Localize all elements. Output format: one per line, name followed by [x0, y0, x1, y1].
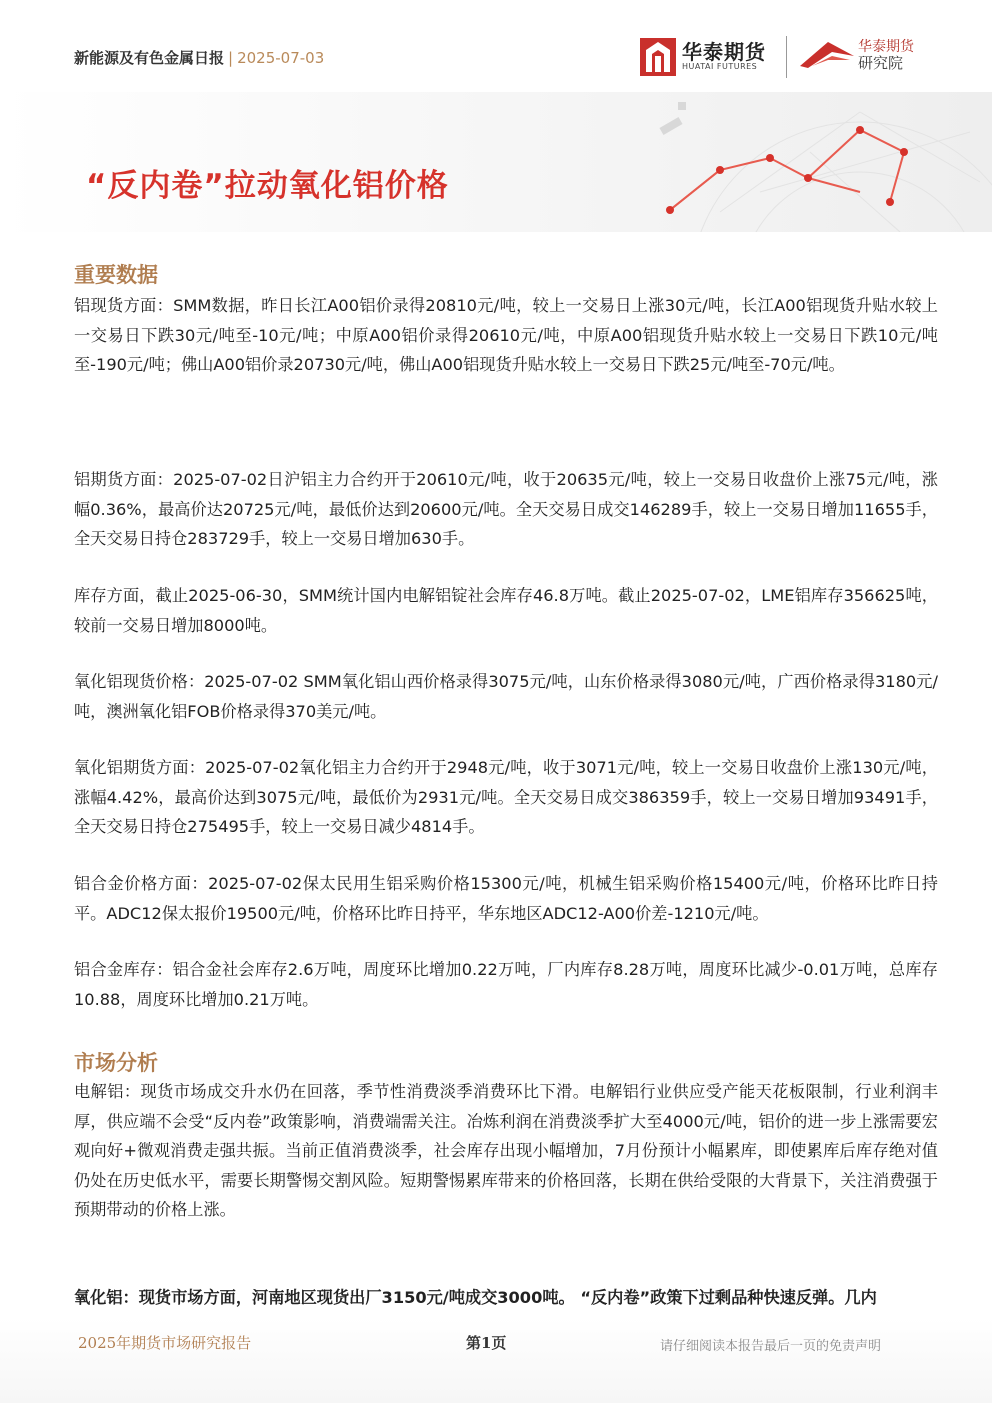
paragraph-aluminum-futures: 铝期货方面：2025-07-02日沪铝主力合约开于20610元/吨，收于20635元/吨，较上一交易日收盘价上涨75元/吨，涨幅0.36%，最高价达20725元/吨，最低价达到20600元/吨。全天交易日成交146289手，较上一交易日增加11655手，全天交易日持仓283729手，较上一交易日增加630手。: [74, 470, 938, 548]
paragraph-alloy-price: 铝合金价格方面：2025-07-02保太民用生铝采购价格15300元/吨，机械生铝采购价格15400元/吨，价格环比昨日持平。ADC12保太报价19500元/吨，价格环比昨日持平，华东地区ADC12-A00价差-1210元/吨。: [74, 874, 938, 923]
paragraph-alloy-inventory: 铝合金库存：铝合金社会库存2.6万吨，周度环比增加0.22万吨，厂内库存8.28万吨，周度环比减少-0.01万吨，总库存10.88，周度环比增加0.21万吨。: [74, 960, 938, 1009]
report-name: 新能源及有色金属日报: [74, 49, 225, 67]
header-separator: |: [228, 49, 234, 67]
paragraph-inventory: 库存方面，截止2025-06-30，SMM统计国内电解铝锭社会库存46.8万吨。截止2025-07-02，LME铝库存356625吨，较前一交易日增加8000吨。: [74, 586, 938, 635]
paragraph-alumina-analysis: 氧化铝：现货市场方面，河南地区现货出厂3150元/吨成交3000吨。 “反内卷”政策下过剩品种快速反弹。几内: [74, 1288, 877, 1307]
disclaimer-note: 请仔细阅读本报告最后一页的免责声明: [660, 1339, 882, 1354]
institute-wing-icon: [798, 36, 856, 76]
company-logo: [640, 38, 766, 76]
institute-logo: [798, 36, 914, 76]
paragraph-alumina-futures: 氧化铝期货方面：2025-07-02氧化铝主力合约开于2948元/吨，收于3071元/吨，较上一交易日收盘价上涨130元/吨，涨幅4.42%，最高价达到3075元/吨，最低价为2931元/吨。全天交易日成交386359手，较上一交易日增加93491手，全天交易日持仓275495手，较上一交易日减少4814手。: [74, 758, 938, 836]
report-header: [74, 47, 324, 68]
network-graphic-icon: [560, 92, 992, 232]
page-footer: [0, 1318, 992, 1403]
section-title-market-analysis: 市场分析: [74, 1051, 158, 1075]
company-name-en: HUATAI FUTURES: [682, 62, 758, 72]
logo-divider: [786, 36, 787, 78]
company-name-cn: 华泰期货: [682, 40, 766, 65]
paragraph-aluminum-spot: 铝现货方面：SMM数据，昨日长江A00铝价录得20810元/吨，较上一交易日上涨30元/吨，长江A00铝现货升贴水较上一交易日下跌30元/吨至-10元/吨；中原A00铝价录得20610元/吨，中原A00铝现货升贴水较上一交易日下跌10元/吨至-190元/吨；佛山A00铝价录20730元/吨，佛山A00铝现货升贴水较上一交易日下跌25元/吨至-70元/吨。: [74, 296, 938, 374]
institute-line2: 研究院: [858, 54, 904, 73]
page-number: 第1页: [466, 1334, 507, 1352]
footer-report-series: 2025年期货市场研究报告: [78, 1334, 252, 1352]
report-title: “反内卷”拉动氧化铝价格: [86, 168, 449, 204]
report-date: 2025-07-03: [237, 49, 325, 67]
huatai-logo-icon: [640, 38, 676, 76]
institute-line1: 华泰期货: [858, 39, 914, 56]
section-title-key-data: 重要数据: [74, 263, 158, 287]
paragraph-alumina-spot: 氧化铝现货价格：2025-07-02 SMM氧化铝山西价格录得3075元/吨，山东价格录得3080元/吨，广西价格录得3180元/吨，澳洲氧化铝FOB价格录得370美元/吨。: [74, 672, 938, 721]
paragraph-electrolytic-aluminum: 电解铝：现货市场成交升水仍在回落，季节性消费淡季消费环比下滑。电解铝行业供应受产能天花板限制，行业利润丰厚，供应端不会受“反内卷”政策影响，消费端需关注。冶炼利润在消费淡季扩大至4000元/吨，铝价的进一步上涨需要宏观向好+微观消费走强共振。当前正值消费淡季，社会库存出现小幅增加，7月份预计小幅累库，即使累库后库存绝对值仍处在历史低水平，需要长期警惕交割风险。短期警惕累库带来的价格回落，长期在供给受限的大背景下，关注消费强于预期带动的价格上涨。: [74, 1082, 938, 1219]
